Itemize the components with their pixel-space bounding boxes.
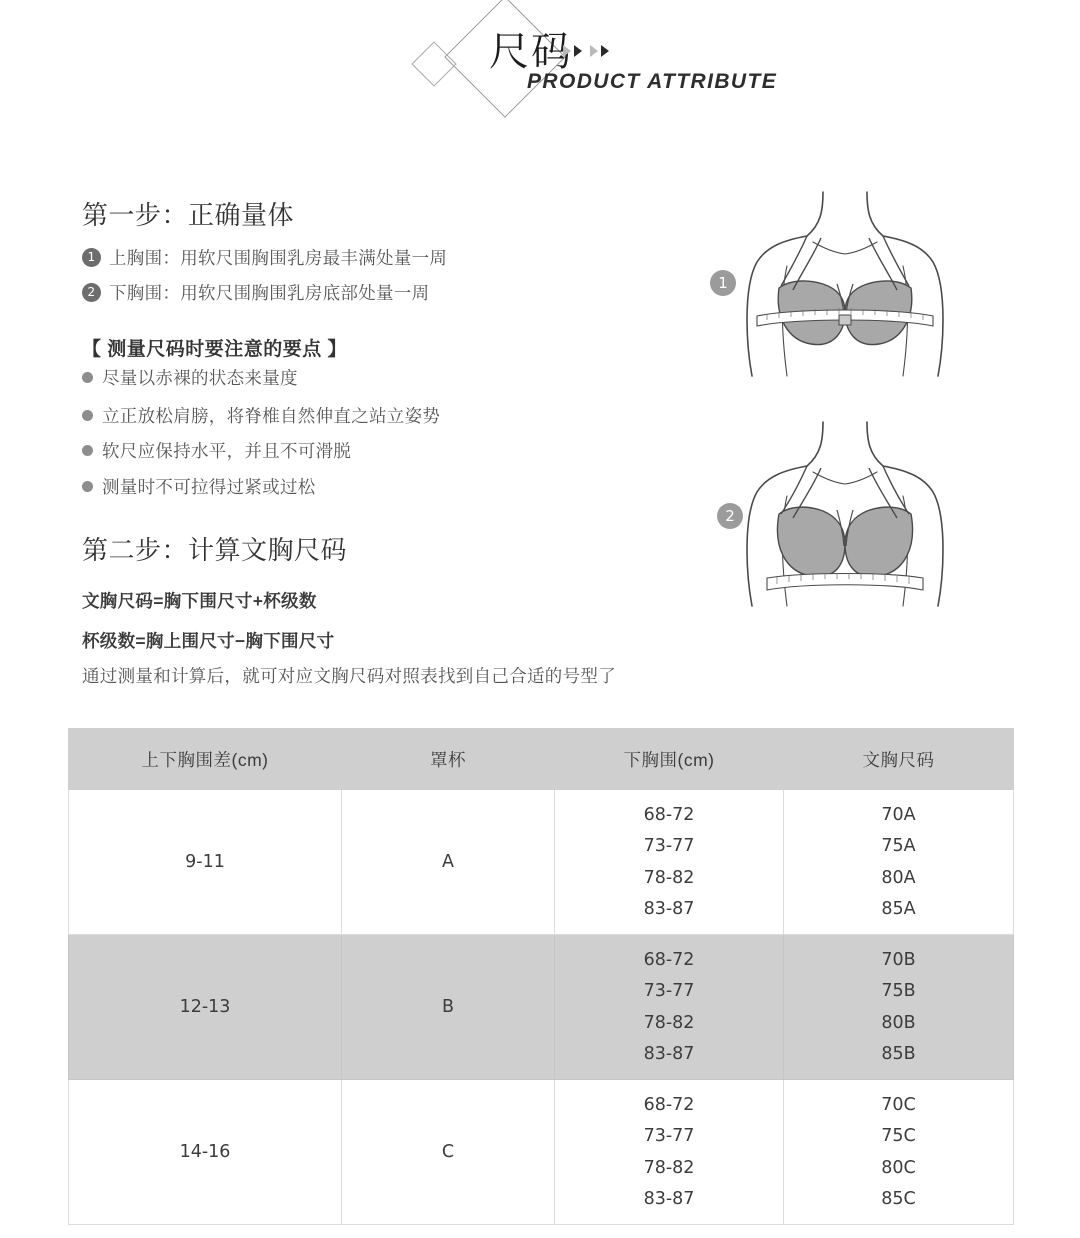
formula-bra-size: 文胸尺码=胸下围尺寸+杯级数	[82, 591, 317, 611]
step1-item-1	[82, 245, 447, 270]
banner-title-cn: 尺码	[489, 29, 573, 75]
tip-item	[82, 438, 351, 463]
bra-size-value: 80B	[881, 1012, 916, 1033]
tip-item	[82, 403, 440, 428]
underbust-value: 78-82	[643, 1157, 695, 1178]
step2-title: 第二步：计算文胸尺码	[82, 535, 348, 565]
tip-item	[82, 365, 298, 390]
tips-title: 【 测量尺码时要注意的要点 】	[82, 339, 348, 360]
bra-size-value: 85C	[881, 1188, 916, 1209]
number-badge-1-icon: 1	[82, 248, 101, 267]
triangle-filled-icon	[574, 45, 582, 57]
table-row	[69, 790, 1014, 935]
underbust-value: 78-82	[643, 867, 695, 888]
bullet-dot-icon	[82, 410, 93, 421]
underbust-value: 83-87	[643, 898, 695, 919]
bra-size-value: 75C	[881, 1126, 916, 1147]
cell-underbust-list	[555, 935, 784, 1080]
table-header-row	[69, 729, 1014, 790]
cell-bra-size-list	[784, 790, 1014, 935]
step1-item-2-label: 下胸围：用软尺围胸围乳房底部处量一周	[109, 283, 430, 303]
bra-size-value: 75A	[881, 836, 916, 857]
cell-bust-difference: 12-13	[69, 935, 342, 1080]
column-header-bust-difference: 上下胸围差(cm)	[69, 729, 342, 790]
tip-item-label: 测量时不可拉得过紧或过松	[102, 477, 316, 497]
step1-item-1-label: 上胸围：用软尺围胸围乳房最丰满处量一周	[109, 248, 448, 268]
bra-size-table	[68, 728, 1014, 1225]
step1-title: 第一步：正确量体	[82, 200, 295, 230]
column-header-underbust: 下胸围(cm)	[555, 729, 784, 790]
triangle-outline-icon	[563, 45, 571, 57]
column-header-cup: 罩杯	[342, 729, 555, 790]
underbust-value: 73-77	[643, 1126, 695, 1147]
bra-size-value: 70B	[881, 949, 916, 970]
step1-item-2	[82, 280, 429, 305]
illustration-badge-2: 2	[717, 503, 743, 529]
underbust-value: 78-82	[643, 1012, 695, 1033]
cell-bra-size-list	[784, 935, 1014, 1080]
cell-underbust-list	[555, 1080, 784, 1225]
bra-size-value: 70A	[881, 804, 916, 825]
step2-note: 通过测量和计算后，就可对应文胸尺码对照表找到自己合适的号型了	[82, 666, 616, 686]
table-body	[69, 790, 1014, 1225]
cell-cup: C	[342, 1080, 555, 1225]
overbust-measure-illustration	[695, 180, 995, 390]
bra-size-value: 85A	[881, 898, 916, 919]
banner-title-en: PRODUCT ATTRIBUTE	[527, 70, 778, 93]
bullet-dot-icon	[82, 372, 93, 383]
bra-size-value: 75B	[881, 981, 916, 1002]
triangle-outline-icon	[590, 45, 598, 57]
cell-bust-difference: 9-11	[69, 790, 342, 935]
underbust-value: 83-87	[643, 1188, 695, 1209]
table-row	[69, 1080, 1014, 1225]
tip-item-label: 立正放松肩膀，将脊椎自然伸直之站立姿势	[102, 406, 441, 426]
tip-item-label: 尽量以赤裸的状态来量度	[102, 368, 298, 388]
tip-item	[82, 474, 316, 499]
underbust-value: 83-87	[643, 1043, 695, 1064]
table-header	[69, 729, 1014, 790]
formula-cup-level: 杯级数=胸上围尺寸−胸下围尺寸	[82, 631, 335, 651]
underbust-value: 68-72	[643, 804, 695, 825]
illustration-badge-1: 1	[710, 270, 736, 296]
cell-bra-size-list	[784, 1080, 1014, 1225]
bra-size-value: 85B	[881, 1043, 916, 1064]
bra-size-value: 70C	[881, 1094, 916, 1115]
underbust-value: 68-72	[643, 949, 695, 970]
triangle-filled-icon	[601, 45, 609, 57]
underbust-value: 68-72	[643, 1094, 695, 1115]
bullet-dot-icon	[82, 445, 93, 456]
page-banner	[0, 0, 1080, 160]
bullet-dot-icon	[82, 481, 93, 492]
cell-cup: A	[342, 790, 555, 935]
cell-underbust-list	[555, 790, 784, 935]
underbust-value: 73-77	[643, 981, 695, 1002]
table-row	[69, 935, 1014, 1080]
arrow-marks	[563, 45, 609, 57]
bra-size-value: 80A	[881, 867, 916, 888]
bra-size-value: 80C	[881, 1157, 916, 1178]
column-header-bra-size: 文胸尺码	[784, 729, 1014, 790]
underbust-value: 73-77	[643, 836, 695, 857]
banner-inner	[405, 0, 805, 160]
cell-cup: B	[342, 935, 555, 1080]
number-badge-2-icon: 2	[82, 283, 101, 302]
cell-bust-difference: 14-16	[69, 1080, 342, 1225]
diamond-outline-small-icon	[411, 41, 456, 86]
tip-item-label: 软尺应保持水平，并且不可滑脱	[102, 441, 352, 461]
